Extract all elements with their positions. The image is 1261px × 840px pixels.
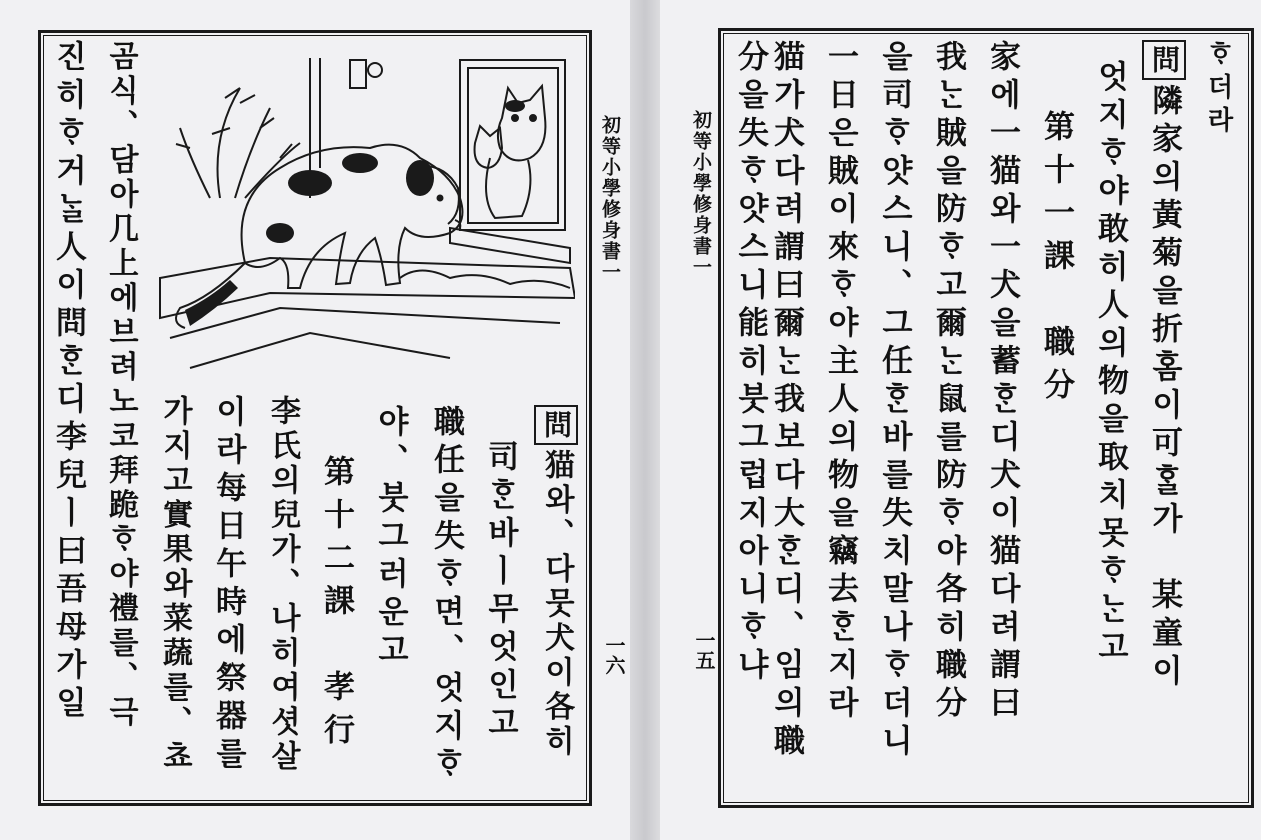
right-column-7: 을司ᄒᆞ얏스니、그任ᄒᆞᆫ바를失치말나ᄒᆞ더니 [876, 40, 912, 762]
left-column-3: 職任을失ᄒᆞ면、엇지ᄒᆞ [428, 405, 464, 785]
right-column-2-text: 隣家의黃菊을折홈이可ᄒᆞᆯ가 某童이 [1146, 84, 1182, 692]
left-column-7: 이라每日午時에祭器를 [210, 395, 246, 775]
right-column-1: ᄒᆞ더라 [1203, 40, 1233, 139]
right-page-number: 一五 [692, 630, 716, 670]
left-column-10: 진히ᄒᆞ거ᄂᆞᆯ人이問ᄒᆞᆫ디李兒ㅣ曰吾母가일 [50, 40, 86, 724]
right-column-6: 我ᄂᆞᆫ賊을防ᄒᆞ고爾ᄂᆞᆫ鼠를防ᄒᆞ야各히職分 [930, 40, 966, 724]
left-column-1 [534, 405, 578, 760]
right-column-8: 一日은賊이來ᄒᆞ야主人의物을竊去ᄒᆞᆫ지라 [822, 40, 858, 724]
right-column-2 [1142, 40, 1186, 692]
right-column-3: 엇지ᄒᆞ야敢히人의物을取치못ᄒᆞᄂᆞᆫ고 [1092, 60, 1128, 668]
left-column-9: 곰식、담아几上에브려노코拜跪ᄒᆞ야禮를、극 [103, 40, 138, 730]
left-column-8: 가지고實果와菜蔬를、쵸 [157, 395, 192, 775]
left-column-2: 司ᄒᆞᆫ바ㅣ무엇인고 [482, 440, 518, 744]
right-column-9: 猫가犬다려謂曰爾ᄂᆞᆫ我보다大ᄒᆞᆫ디、임의職 [768, 40, 804, 762]
left-column-1-text: 猫와、다뭇犬이各히 [539, 449, 574, 760]
left-column-4: 야、붓그러운고 [372, 405, 408, 671]
left-lesson-heading: 第十二課 孝行 [318, 455, 354, 756]
left-margin-title: 初等小學修身書一 [599, 115, 621, 283]
left-column-6: 李氏의兒가、나히여셧살 [265, 395, 300, 775]
right-lesson-heading: 第十一課 職分 [1038, 110, 1074, 411]
right-column-5: 家에一猫와一犬을蓄ᄒᆞᆫ디犬이猫다려謂曰 [984, 40, 1020, 724]
right-column-10: 分을失ᄒᆞ얏스니能히붓그럽지아니ᄒᆞ냐 [732, 40, 768, 686]
cat-and-dog-illustration [150, 48, 575, 383]
book-gutter [630, 0, 660, 840]
left-page-number: 一六 [602, 635, 626, 675]
right-margin-title: 初等小學修身書一 [690, 110, 712, 278]
question-mark-box: 問 [534, 405, 578, 445]
question-mark-box: 問 [1142, 40, 1186, 80]
